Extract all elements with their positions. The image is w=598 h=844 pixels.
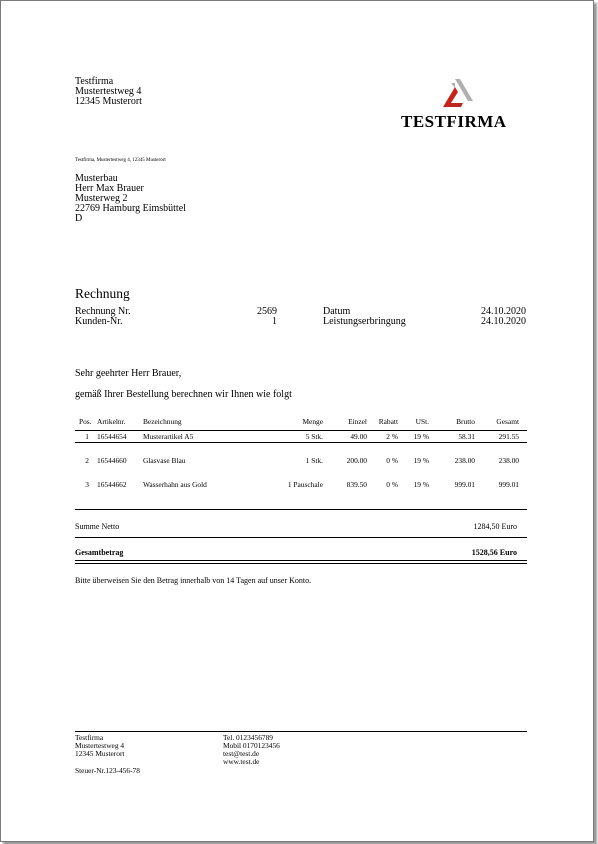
footer-tax-number: Steuer-Nr.123-456-78 bbox=[75, 766, 140, 775]
footer-company: Testfirma bbox=[75, 733, 104, 742]
invoice-title: Rechnung bbox=[75, 286, 130, 301]
footer-city: 12345 Musterort bbox=[75, 749, 125, 758]
row-gross: 238.00 bbox=[454, 456, 475, 465]
header-unit-price: Einzel bbox=[348, 417, 367, 426]
footer-email: test@test.de bbox=[223, 749, 260, 758]
header-pos: Pos. bbox=[79, 417, 92, 426]
service-date-label: Leistungserbringung bbox=[323, 316, 406, 327]
row-article: 16544660 bbox=[97, 456, 127, 465]
grand-total-value: 1528,56 Euro bbox=[471, 548, 517, 557]
header-vat: USt. bbox=[415, 417, 429, 426]
recipient-line: 22769 Hamburg Eimsbüttel bbox=[75, 203, 186, 214]
recipient-line: D bbox=[75, 213, 83, 224]
header-discount: Rabatt bbox=[378, 417, 398, 426]
net-total-value: 1284,50 Euro bbox=[473, 522, 517, 531]
grand-total-rule-2 bbox=[75, 563, 527, 564]
recipient-line: Musterbau bbox=[75, 173, 118, 184]
sender-company: Testfirma bbox=[75, 76, 114, 87]
header-total: Gesamt bbox=[496, 417, 519, 426]
row-gross: 999.01 bbox=[454, 480, 475, 489]
row-unit-price: 200.00 bbox=[346, 456, 367, 465]
row-total: 238.00 bbox=[498, 456, 519, 465]
row-rule bbox=[75, 442, 527, 443]
row-total: 291.55 bbox=[498, 432, 519, 441]
return-address-line: Testfirma, Mustertestweg 4, 12345 Musterort bbox=[75, 158, 166, 163]
row-vat: 19 % bbox=[413, 432, 429, 441]
recipient-line: Musterweg 2 bbox=[75, 193, 128, 204]
table-end-rule bbox=[75, 509, 527, 510]
row-unit-price: 49.00 bbox=[350, 432, 367, 441]
row-quantity: 5 Stk. bbox=[305, 432, 323, 441]
invoice-number-label: Rechnung Nr. bbox=[75, 306, 131, 317]
net-total-label: Summe Netto bbox=[75, 522, 120, 531]
row-description: Wasserhahn aus Gold bbox=[143, 480, 207, 489]
footer-mobile: Mobil 0170123456 bbox=[223, 741, 280, 750]
row-article: 16544662 bbox=[97, 480, 127, 489]
header-quantity: Menge bbox=[302, 417, 323, 426]
intro-text: gemäß Ihrer Bestellung berechnen wir Ihnen wie folgt bbox=[75, 389, 292, 400]
row-vat: 19 % bbox=[413, 480, 429, 489]
header-gross: Brutto bbox=[456, 417, 475, 426]
row-description: Musterartikel A5 bbox=[143, 432, 194, 441]
row-pos: 2 bbox=[85, 456, 89, 465]
footer-street: Mustertestweg 4 bbox=[75, 741, 125, 750]
row-quantity: 1 Stk. bbox=[305, 456, 323, 465]
sender-city: 12345 Musterort bbox=[75, 96, 142, 107]
salutation: Sehr geehrter Herr Brauer, bbox=[75, 368, 182, 379]
row-article: 16544654 bbox=[97, 432, 127, 441]
logo-text: TESTFIRMA bbox=[401, 112, 507, 131]
recipient-line: Herr Max Brauer bbox=[75, 183, 144, 194]
header-description: Bezeichnung bbox=[143, 417, 182, 426]
footer-website: www.test.de bbox=[223, 757, 260, 766]
grand-total-rule-1 bbox=[75, 560, 527, 561]
row-pos: 3 bbox=[85, 480, 89, 489]
row-unit-price: 839.50 bbox=[346, 480, 367, 489]
sender-street: Mustertestweg 4 bbox=[75, 86, 142, 97]
footer-rule bbox=[75, 731, 527, 732]
logo-mark-icon bbox=[441, 79, 475, 109]
date-value: 24.10.2020 bbox=[481, 306, 526, 317]
net-total-rule bbox=[75, 537, 527, 538]
row-discount: 0 % bbox=[386, 480, 398, 489]
row-discount: 2 % bbox=[386, 432, 398, 441]
invoice-number-value: 2569 bbox=[257, 306, 277, 317]
payment-note: Bitte überweisen Sie den Betrag innerhalb von 14 Tagen auf unser Konto. bbox=[75, 576, 312, 585]
date-label: Datum bbox=[323, 306, 351, 317]
customer-number-label: Kunden-Nr. bbox=[75, 316, 123, 327]
row-vat: 19 % bbox=[413, 456, 429, 465]
row-quantity: 1 Pauschale bbox=[287, 480, 323, 489]
table-header-rule bbox=[75, 430, 527, 431]
header-article: Artikelnr. bbox=[97, 417, 126, 426]
customer-number-value: 1 bbox=[272, 316, 277, 327]
row-gross: 58.31 bbox=[458, 432, 475, 441]
service-date-value: 24.10.2020 bbox=[481, 316, 526, 327]
row-pos: 1 bbox=[85, 432, 89, 441]
footer-phone: Tel. 0123456789 bbox=[223, 733, 273, 742]
grand-total-label: Gesamtbetrag bbox=[75, 548, 124, 557]
row-total: 999.01 bbox=[498, 480, 519, 489]
row-discount: 0 % bbox=[386, 456, 398, 465]
row-description: Glasvase Blau bbox=[143, 456, 186, 465]
